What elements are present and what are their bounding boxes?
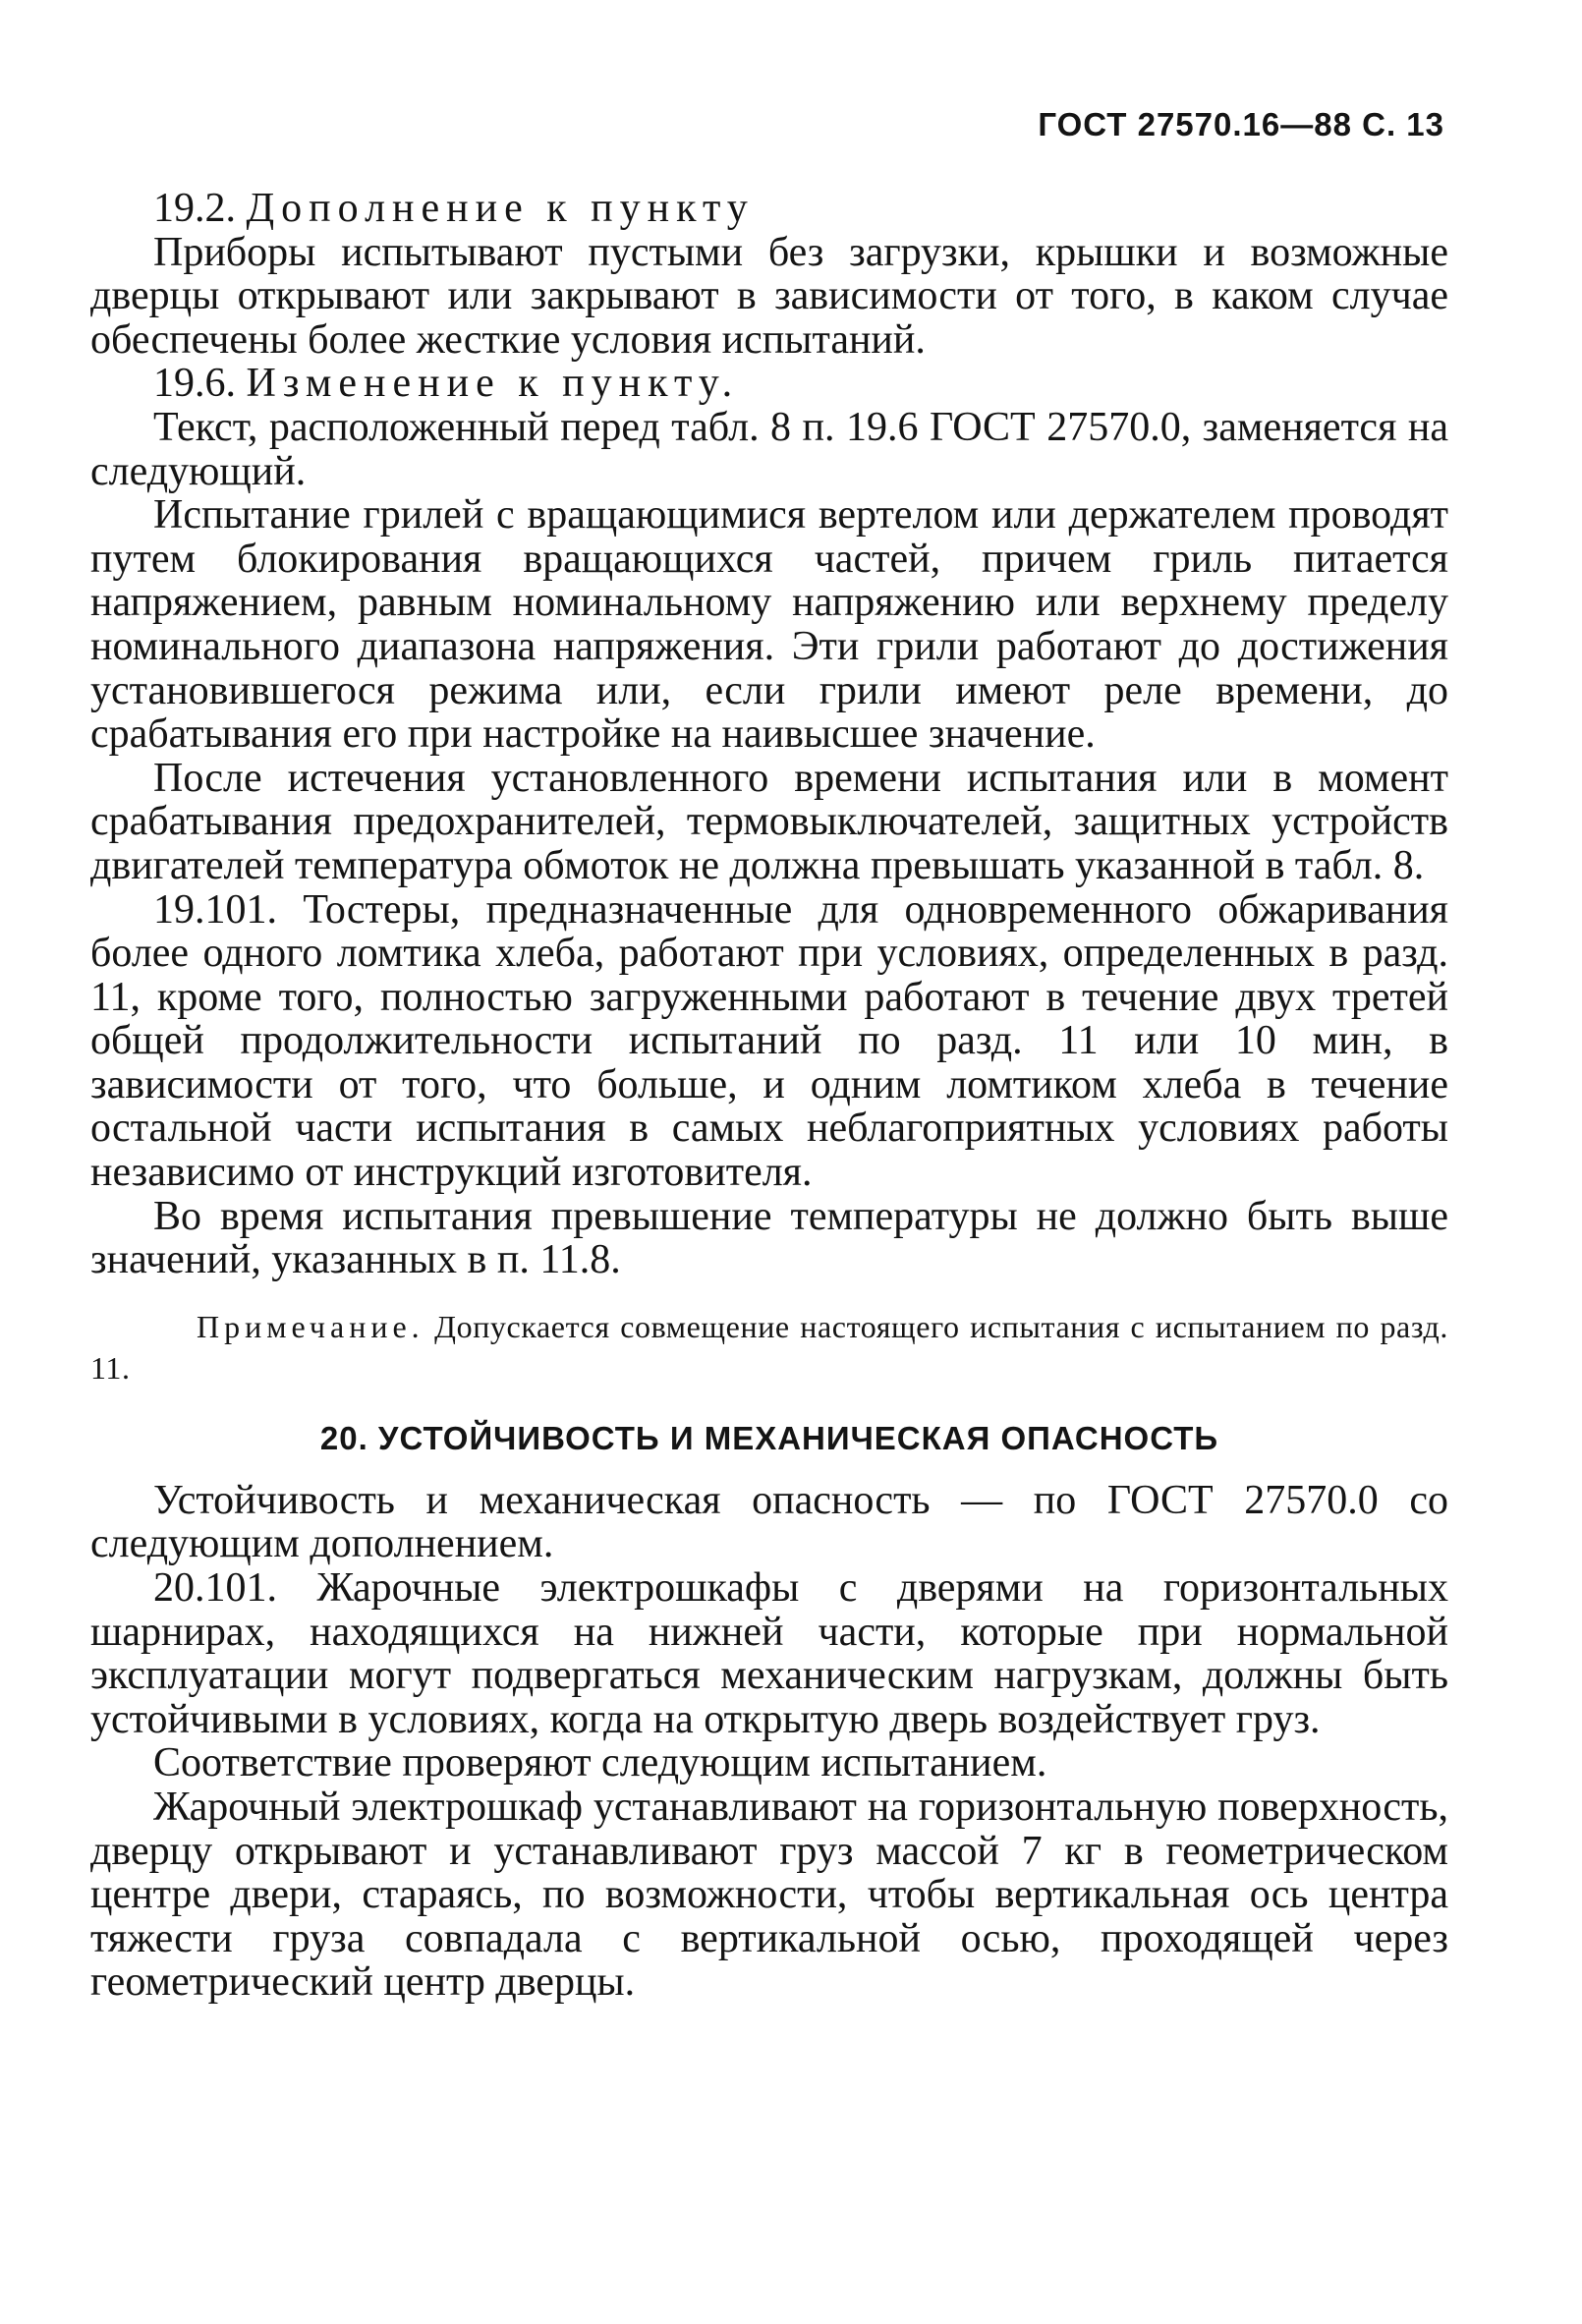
paragraph: После истечения установленного времени испытания или в момент срабатывания предохранителей, термовыключателей, защитных устройств двигателей температура обмоток не должна превышать указанной в табл. 8.	[90, 755, 1448, 888]
clause-title: Изменение к пункту.	[246, 361, 740, 407]
note-text: Допускается совмещение настоящего испытания с испытанием по разд. 11.	[90, 1308, 1449, 1386]
note	[90, 1306, 1448, 1389]
page-content	[90, 187, 1448, 2005]
paragraph: Текст, расположенный перед табл. 8 п. 19.6 ГОСТ 27570.0, заменяется на следующий.	[90, 404, 1448, 494]
section-title: 20. УСТОЙЧИВОСТЬ И МЕХАНИЧЕСКАЯ ОПАСНОСТЬ	[319, 1419, 1219, 1456]
paragraph: Соответствие проверяют следующим испытанием.	[153, 1740, 1047, 1786]
paragraph: Приборы испытывают пустыми без загрузки, крышки и возможные дверцы открывают или закрывают в зависимости от того, в каком случае обеспечены более жесткие условия испытаний.	[90, 229, 1448, 363]
note-label: Примечание.	[197, 1308, 424, 1344]
clause-19-6-heading	[90, 362, 1448, 406]
clause-20-101: 20.101. Жарочные электрошкафы с дверями на горизонтальных шарнирах, находящихся на нижней части, которые при нормальной эксплуатации могут подвергаться механическим нагрузкам, должны быть устойчивыми в условиях, когда на открытую дверь воздействует груз.	[90, 1565, 1448, 1742]
clause-number: 19.2.	[153, 186, 236, 231]
paragraph: Устойчивость и механическая опасность — по ГОСТ 27570.0 со следующим дополнением.	[90, 1477, 1448, 1567]
running-header: ГОСТ 27570.16—88 С. 13	[1038, 106, 1444, 142]
clause-19-2-heading	[90, 187, 1448, 231]
clause-19-101: 19.101. Тостеры, предназначенные для одновременного обжаривания более одного ломтика хлеба, работают при условиях, определенных в разд. 11, кроме того, полностью загруженными работают в течение двух третей общей продолжительности испытаний по разд. 11 или 10 мин, в зависимости от того, что больше, и одним ломтиком хлеба в течение остальной части испытания в самых неблагоприятных условиях работы независимо от инструкций изготовителя.	[90, 886, 1448, 1196]
clause-number: 19.6.	[153, 361, 236, 407]
clause-title: Дополнение к пункту	[246, 186, 755, 231]
paragraph: Жарочный электрошкаф устанавливают на горизонтальную поверхность, дверцу открывают и устанавливают груз массой 7 кг в геометрическом центре двери, стараясь, по возможности, чтобы вертикальная ось центра тяжести груза совпадала с вертикальной осью, проходящей через геометрический центр дверцы.	[90, 1785, 1448, 2006]
paragraph: Во время испытания превышение температуры не должно быть выше значений, указанных в п. 11.8.	[90, 1193, 1448, 1283]
paragraph: Испытание грилей с вращающимися вертелом или держателем проводят путем блокирования вращающихся частей, причем гриль питается напряжением, равным номинальному напряжению или верхнему пределу номинального диапазона напряжения. Эти грили работают до достижения установившегося режима или, если грили имеют реле времени, до срабатывания его при настройке на наивысшее значение.	[90, 492, 1448, 758]
